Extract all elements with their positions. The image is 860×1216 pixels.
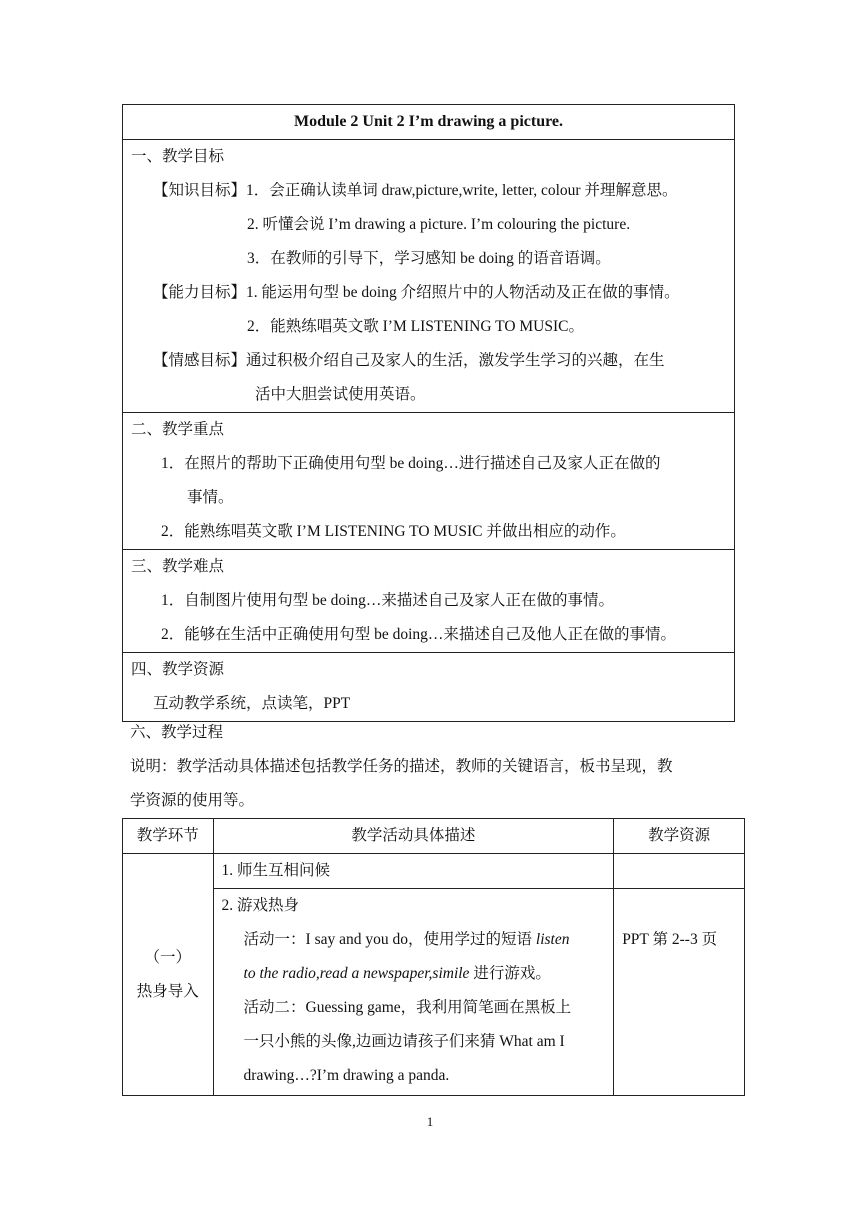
resource-row-2 xyxy=(614,889,745,1096)
emotion-item-1: 通过积极介绍自己及家人的生活，激发学生学习的兴趣，在生 xyxy=(246,352,665,369)
ability-item-1: 1. 能运用句型 be doing 介绍照片中的人物活动及正在做的事情。 xyxy=(246,284,680,301)
header-resource: 教学资源 xyxy=(614,819,745,854)
activity-2-line-1: 活动二：Guessing game，我利用简笔画在黑板上 xyxy=(243,999,572,1016)
key-points-heading: 二、教学重点 xyxy=(131,421,225,438)
activity-1-line-1 xyxy=(214,923,614,957)
knowledge-goal-line-1 xyxy=(131,174,726,208)
stage-name: 热身导入 xyxy=(136,982,199,1000)
activity-row-1 xyxy=(213,854,614,889)
activity-1-phrases: to the radio,read a newspaper,simile xyxy=(243,965,470,982)
resources-text: 互动教学系统，点读笔，PPT xyxy=(153,695,351,712)
activity-1-text: 活动一：I say and you do，使用学过的短语 xyxy=(243,931,536,948)
process-heading: 六、教学过程 xyxy=(130,724,224,741)
stage-cell xyxy=(123,854,214,1096)
ability-item-2: 2．能熟练唱英文歌 I’M LISTENING TO MUSIC。 xyxy=(247,318,584,335)
emotion-goal-line-1 xyxy=(131,344,726,378)
key-points-section xyxy=(123,413,735,550)
emotion-item-2: 活中大胆尝试使用英语。 xyxy=(255,386,426,403)
header-activity: 教学活动具体描述 xyxy=(213,819,614,854)
activity-1-line-2 xyxy=(214,957,614,991)
process-note-line-1: 说明：教学活动具体描述包括教学任务的描述，教师的关键语言，板书呈现，教 xyxy=(130,758,673,775)
key-point-2: 2．能熟练唱英文歌 I’M LISTENING TO MUSIC 并做出相应的动作。 xyxy=(161,523,626,540)
activity-2-line-2: 一只小熊的头像,边画边请孩子们来猜 What am I xyxy=(243,1033,565,1050)
knowledge-label: 【知识目标】 xyxy=(153,182,247,199)
activity-2-line-3: drawing…?I’m drawing a panda. xyxy=(243,1067,450,1084)
activity-row-2 xyxy=(213,889,614,1096)
resources-heading: 四、教学资源 xyxy=(131,661,225,678)
process-table xyxy=(122,818,745,1096)
key-point-1-continued: 事情。 xyxy=(187,489,234,506)
goals-section xyxy=(123,140,735,413)
resource-row-1 xyxy=(614,854,745,889)
stage-number: （一） xyxy=(144,948,192,966)
ability-label: 【能力目标】 xyxy=(153,284,247,301)
resources-section xyxy=(123,653,735,722)
goals-heading: 一、教学目标 xyxy=(131,148,225,165)
greeting-item: 1. 师生互相问候 xyxy=(221,862,331,879)
header-stage: 教学环节 xyxy=(123,819,214,854)
difficulty-1: 1．自制图片使用句型 be doing…来描述自己及家人正在做的事情。 xyxy=(161,592,614,609)
lesson-title: Module 2 Unit 2 I’m drawing a picture. xyxy=(123,105,735,140)
knowledge-item-1: 1．会正确认读单词 draw,picture,write, letter, colour 并理解意思。 xyxy=(246,182,678,199)
process-note-line-2: 学资源的使用等。 xyxy=(130,792,255,809)
knowledge-item-2: 2. 听懂会说 I’m drawing a picture. I’m colouring the picture. xyxy=(247,216,631,233)
warmup-item-title: 2. 游戏热身 xyxy=(221,897,300,914)
activity-1-end: 进行游戏。 xyxy=(469,965,551,982)
emotion-label: 【情感目标】 xyxy=(153,352,247,369)
activity-1-phrase: listen xyxy=(535,931,570,948)
key-point-1: 1．在照片的帮助下正确使用句型 be doing…进行描述自己及家人正在做的 xyxy=(161,455,661,472)
ability-goal-line-1 xyxy=(131,276,726,310)
knowledge-item-3: 3．在教师的引导下，学习感知 be doing 的语音语调。 xyxy=(247,250,611,267)
lesson-overview-table xyxy=(122,104,735,722)
difficulties-section xyxy=(123,550,735,653)
page-number: 1 xyxy=(426,1114,434,1129)
resource-ppt-pages: PPT 第 2--3 页 xyxy=(622,931,718,948)
difficulty-2: 2．能够在生活中正确使用句型 be doing…来描述自己及他人正在做的事情。 xyxy=(161,626,676,643)
difficulties-heading: 三、教学难点 xyxy=(131,558,225,575)
